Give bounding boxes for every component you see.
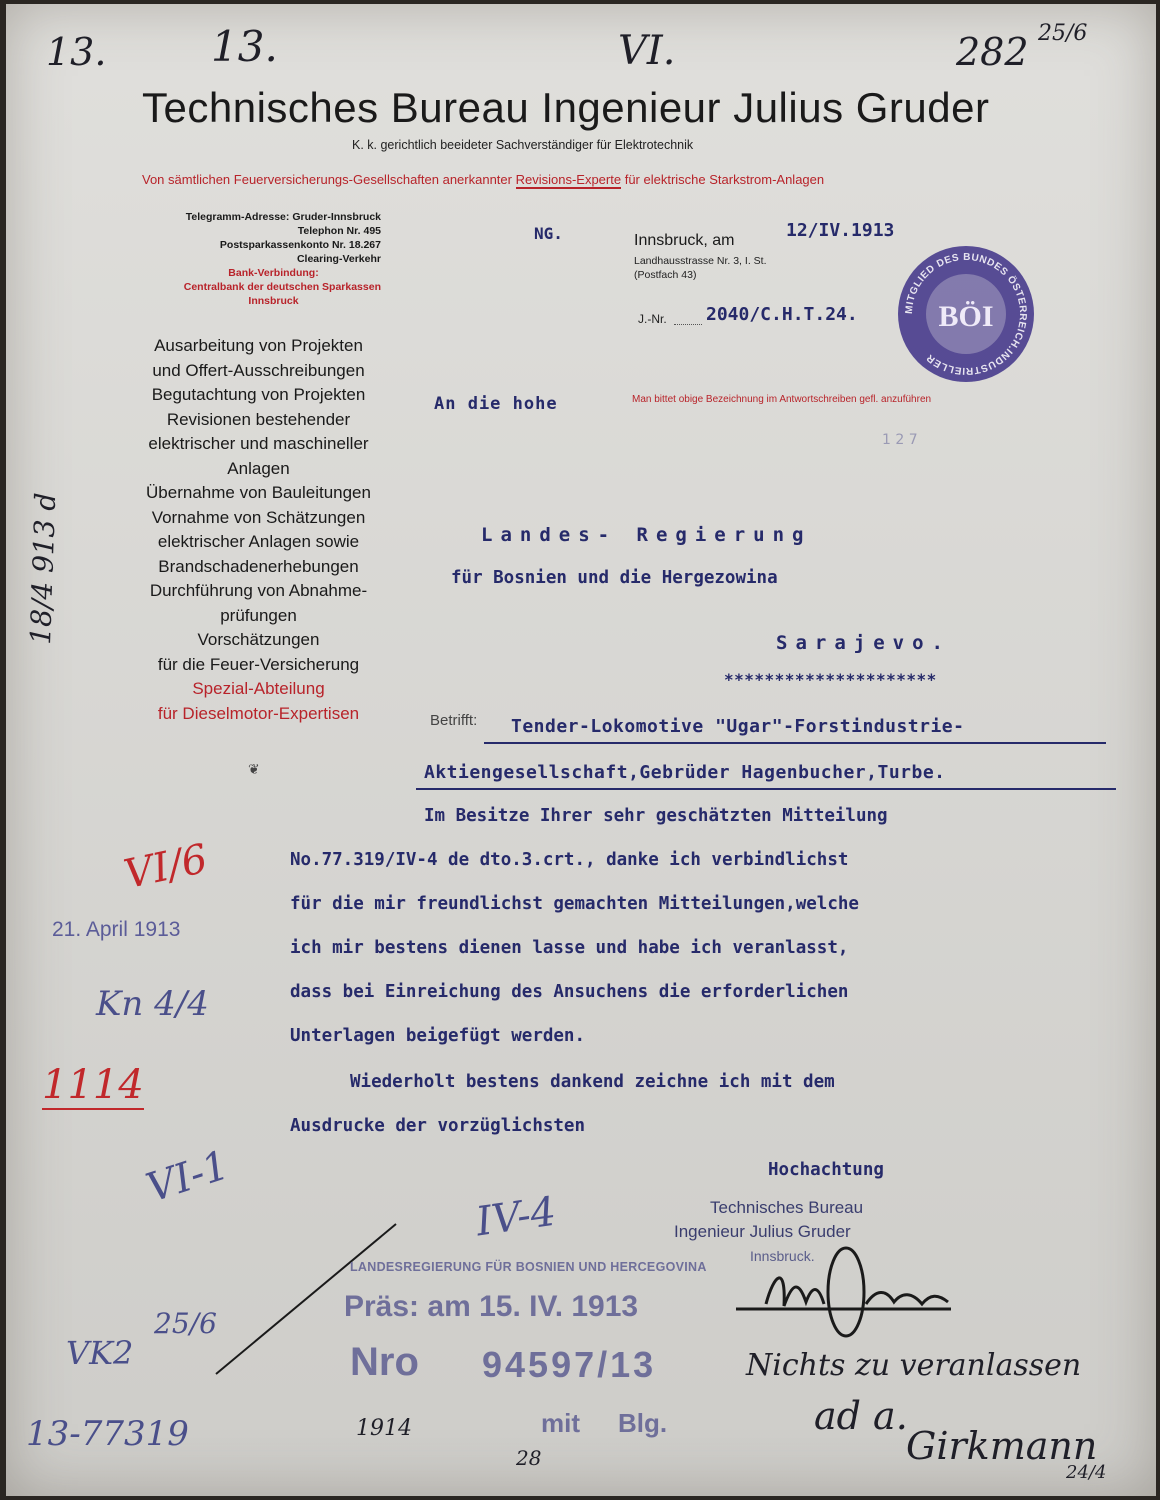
letterhead-subtitle: K. k. gerichtlich beeideter Sachverständiger für Elektrotechnik: [352, 138, 694, 152]
services-list: [116, 334, 401, 726]
recipient-line2: für Bosnien und die Hergezowina: [451, 568, 778, 588]
boi-seal: [896, 244, 1036, 384]
subject-underline1: [484, 742, 1106, 744]
subject-underline2: [416, 788, 1116, 790]
bank-city: Innsbruck: [248, 295, 299, 307]
bank-name: Centralbank der deutschen Sparkassen: [183, 281, 381, 293]
ornament-icon: ❦: [248, 762, 260, 778]
margin-bottom-fraction: 25/6: [154, 1307, 217, 1340]
service-line: Übernahme von Bauleitungen: [146, 483, 371, 502]
service-line: prüfungen: [220, 605, 297, 625]
margin-red-fraction: VI/6: [120, 835, 212, 899]
contact-telephone: Telephon Nr. 495: [297, 225, 381, 237]
margin-initials: Kn 4/4: [96, 984, 209, 1024]
jnr-label: J.-Nr.: [638, 312, 667, 326]
contact-postsparkasse: Postsparkassenkonto Nr. 18.267: [219, 239, 381, 251]
body-line: ich mir bestens dienen lasse und habe ich veranlasst,: [290, 938, 849, 958]
body-line: No.77.319/IV-4 de dto.3.crt., danke ich verbindlichst: [290, 850, 849, 870]
body-line: Im Besitze Ihrer sehr geschätzten Mitteilung: [424, 806, 888, 826]
contact-block: [126, 210, 381, 308]
jnr-number: 2040/C.H.T.24.: [706, 304, 858, 325]
handwritten-signature: Girkmann: [906, 1424, 1098, 1468]
handwritten-note: Nichts zu veranlassen: [746, 1348, 1082, 1383]
closing-firm3: Innsbruck.: [750, 1248, 815, 1264]
ng-reference: NG.: [534, 224, 563, 243]
jnr-dots: [674, 324, 702, 325]
subject-label: Betrifft:: [430, 712, 478, 729]
recipient-line1: Landes- Regierung: [481, 524, 812, 546]
signature-scribble: [726, 1234, 966, 1344]
reg-stamp-header: LANDESREGIERUNG FÜR BOSNIEN UND HERCEGOVINA: [350, 1260, 707, 1274]
stars-divider: *********************: [724, 670, 937, 689]
seal-ring-text: MITGLIED DES BUNDES ÖSTERREICH.INDUSTRIELLER: [903, 251, 1029, 377]
service-line: für die Feuer-Versicherung: [157, 654, 360, 674]
margin-vertical-note: 18/4 913 d: [24, 492, 63, 646]
handwritten-ad: ad a.: [814, 1394, 908, 1438]
document-sheet: [6, 4, 1156, 1496]
annotation-num1: 13.: [46, 30, 107, 74]
service-line: Revisionen bestehender: [166, 409, 351, 429]
body-line: dass bei Einreichung des Ansuchens die erforderlichen: [290, 982, 849, 1002]
annotation-num2: 13.: [211, 22, 278, 71]
seal-monogram: BÖI: [938, 300, 994, 333]
service-line: Vorschätzungen: [197, 630, 320, 649]
reg-stamp-mit: mit: [541, 1408, 580, 1438]
service-line: und Offert-Ausschreibungen: [152, 360, 365, 380]
letterhead-tagline: [142, 172, 824, 187]
service-line: Vornahme von Schätzungen: [151, 507, 366, 527]
letter-date: 12/IV.1913: [786, 220, 895, 241]
tagline-part-c: für elektrische Starkstrom-Anlagen: [621, 172, 825, 187]
service-line-diesel: für Dieselmotor-Expertisen: [157, 703, 360, 723]
subject-line2: Aktiengesellschaft,Gebrüder Hagenbucher,Turbe.: [424, 762, 946, 783]
reply-note: Man bittet obige Bezeichnung im Antwortschreiben gefl. anzuführen: [632, 394, 932, 405]
service-line: Brandschadenerhebungen: [158, 556, 359, 576]
service-line-special: Spezial-Abteilung: [192, 679, 325, 698]
body-line: für die mir freundlichst gemachten Mitteilungen,welche: [290, 894, 859, 914]
margin-bottom-small: 1914: [356, 1416, 412, 1441]
contact-telegram: Telegramm-Adresse: Gruder-Innsbruck: [185, 211, 381, 223]
service-line: elektrischer Anlagen sowie: [157, 532, 360, 551]
closing-firm2: Ingenieur Julius Gruder: [674, 1222, 851, 1241]
faint-mark: 1 2 7: [882, 432, 918, 448]
margin-date-stamp: 21. April 1913: [52, 918, 181, 941]
tagline-revisions-experte: Revisions-Experte: [515, 172, 622, 187]
body-line: Ausdrucke der vorzüglichsten: [290, 1116, 586, 1136]
reg-stamp-pras: Präs: am 15. IV. 1913: [344, 1290, 639, 1323]
margin-bottom-left: VK2: [66, 1334, 134, 1372]
annotation-num4-fraction: 25/6: [1038, 21, 1088, 46]
margin-red-number: 1114: [42, 1062, 144, 1108]
address-postfach: (Postfach 43): [634, 269, 697, 281]
margin-mid-roman: IV-4: [473, 1188, 559, 1246]
address-block: [634, 254, 767, 282]
reg-stamp-nro: Nro: [350, 1340, 419, 1384]
margin-roman: VI-1: [140, 1142, 235, 1212]
letterhead-title: Technisches Bureau Ingenieur Julius Gruder: [142, 84, 990, 131]
service-line: Durchführung von Abnahme-: [149, 581, 368, 600]
margin-bottom-small2: 28: [516, 1446, 542, 1470]
annotation-num4: 282: [956, 30, 1029, 74]
address-street: Landhausstrasse Nr. 3, I. St.: [634, 255, 767, 267]
reg-stamp-blg: Blg.: [618, 1408, 668, 1438]
tagline-part-a: Von sämtlichen Feuerversicherungs-Gesellschaften anerkannter: [142, 172, 516, 187]
body-line: Unterlagen beigefügt werden.: [290, 1026, 586, 1046]
service-line: elektrischer und maschineller: [148, 434, 369, 453]
subject-line1: Tender-Lokomotive "Ugar"-Forstindustrie-: [511, 716, 965, 737]
salutation: An die hohe: [434, 394, 558, 414]
bank-label: Bank-Verbindung:: [228, 267, 319, 279]
recipient-city: Sarajevo.: [776, 632, 951, 654]
contact-clearing: Clearing-Verkehr: [296, 253, 381, 265]
service-line: Anlagen: [227, 458, 290, 478]
service-line: Begutachtung von Projekten: [151, 385, 366, 404]
margin-bottom-number: 13-77319: [26, 1414, 189, 1454]
service-line: Ausarbeitung von Projekten: [154, 336, 363, 355]
body-line: Wiederholt bestens dankend zeichne ich mit dem: [350, 1072, 835, 1092]
reg-stamp-number: 94597/13: [482, 1344, 657, 1385]
handwritten-date: 24/4: [1066, 1462, 1107, 1483]
closing-word: Hochachtung: [768, 1160, 884, 1180]
annotation-num3: VI.: [618, 28, 676, 74]
closing-firm1: Technisches Bureau: [710, 1198, 864, 1217]
place-label: Innsbruck, am: [634, 232, 735, 249]
